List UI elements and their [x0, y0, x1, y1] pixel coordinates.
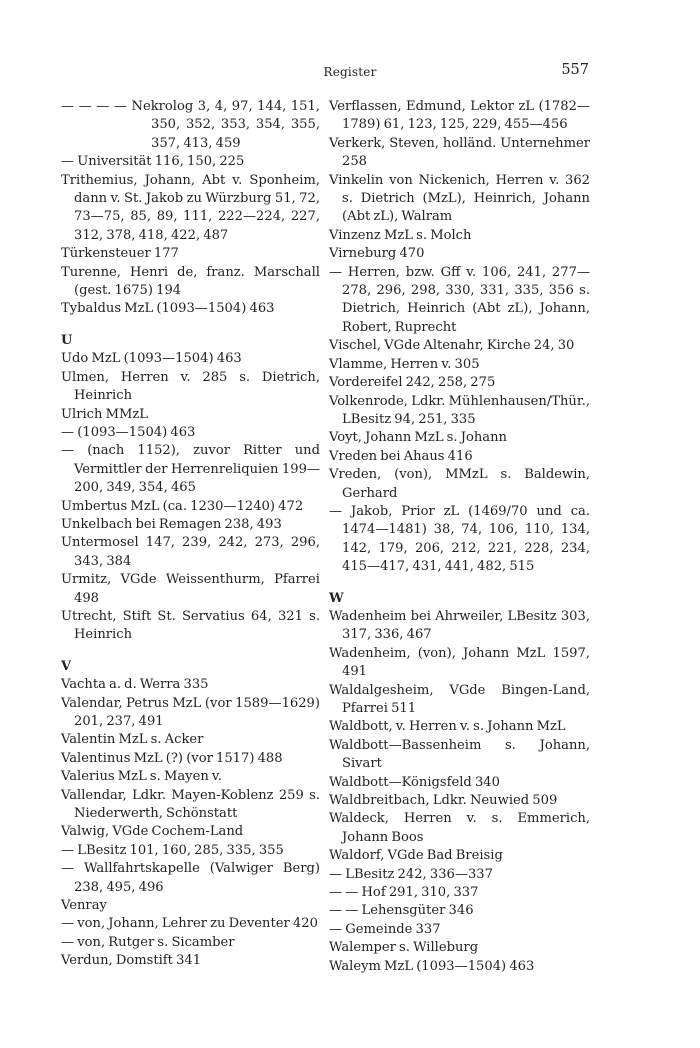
index-entry: — (1093—1504) 463: [61, 424, 196, 440]
index-entry: Waldorf, VGde Bad Breisig: [329, 848, 503, 864]
index-entry: Verkerk, Steven, holländ. Unternehmer 258: [329, 135, 590, 170]
index-entry: Umbertus MzL (ca. 1230—1240) 472: [61, 498, 304, 514]
index-entry: — LBesitz 242, 336—337: [329, 866, 493, 882]
index-entry: Vordereifel 242, 258, 275: [329, 375, 496, 391]
index-entry: Waldalgesheim, VGde Bingen-Land, Pfarrei 511: [329, 682, 590, 716]
index-entry: Volkenrode, Ldkr. Mühlenhausen/Thür., LBesitz 94, 251, 335: [329, 393, 590, 427]
index-entry: — — Lehensgüter 346: [329, 903, 474, 919]
index-entry: Waldeck, Herren v. s. Emmerich, Johann Boos: [329, 811, 590, 845]
index-entry: Ulmen, Herren v. 285 s. Dietrich, Heinrich: [61, 369, 320, 404]
section-letter: V: [61, 658, 72, 674]
index-entry: Vallendar, Ldkr. Mayen-Koblenz 259 s. Niederwerth, Schönstatt: [61, 787, 320, 822]
index-entry: Vinzenz MzL s. Molch: [329, 227, 472, 243]
index-entry: Virneburg 470: [329, 246, 425, 262]
index-entry: Utrecht, Stift St. Servatius 64, 321 s. Heinrich: [61, 608, 320, 643]
index-entry: Waldbott—Königsfeld 340: [329, 774, 500, 790]
page-number: 557: [561, 62, 589, 78]
index-entry: — Universität 116, 150, 225: [61, 154, 245, 170]
index-entry: Unkelbach bei Remagen 238, 493: [61, 516, 282, 532]
index-entry: Vreden, (von), MMzL s. Baldewin, Gerhard: [329, 467, 590, 501]
index-entry: — von, Johann, Lehrer zu Deventer 420: [61, 916, 318, 932]
index-entry: Verdun, Domstift 341: [61, 953, 202, 969]
index-entry: Wadenheim, (von), Johann MzL 1597, 491: [329, 645, 590, 680]
index-entry: Waldbott, v. Herren v. s. Johann MzL: [329, 719, 566, 735]
section-letter: U: [61, 332, 73, 348]
index-entry: Urmitz, VGde Weissenthurm, Pfarrei 498: [61, 572, 320, 606]
index-entry: Waldbreitbach, Ldkr. Neuwied 509: [329, 793, 558, 809]
index-entry: Valerius MzL s. Mayen v.: [61, 769, 222, 785]
index-entry: Wadenheim bei Ahrweiler, LBesitz 303, 317, 336, 467: [329, 608, 590, 643]
index-entry: — von, Rutger s. Sicamber: [61, 934, 235, 950]
index-entry: — LBesitz 101, 160, 285, 335, 355: [61, 842, 284, 858]
index-entry: Venray: [61, 898, 107, 914]
index-entry: Turenne, Henri de, franz. Marschall (gest. 1675) 194: [61, 264, 320, 299]
index-entry: Valendar, Petrus MzL (vor 1589—1629) 201, 237, 491: [61, 695, 320, 729]
index-column-left: [61, 98, 320, 971]
index-entry: Ulrich MMzL: [61, 406, 149, 422]
index-entry: Türkensteuer 177: [61, 246, 179, 262]
index-entry: Vreden bei Ahaus 416: [329, 448, 473, 464]
index-entry: — (nach 1152), zuvor Ritter und Vermittler der Herrenreliquien 199—200, 349, 354, 465: [61, 443, 320, 496]
index-entry: Trithemius, Johann, Abt v. Sponheim, dann v. St. Jakob zu Würzburg 51, 72, 73—75, 85, 89, 111, 222—224, 227, 312, 378, 418, 422, 487: [61, 172, 320, 243]
index-entry: Waldbott—Bassenheim s. Johann, Sivart: [329, 737, 590, 772]
index-entry: Valentin MzL s. Acker: [61, 732, 204, 748]
index-entry: Tybaldus MzL (1093—1504) 463: [61, 301, 275, 317]
index-entry: Verflassen, Edmund, Lektor zL (1782—1789) 61, 123, 125, 229, 455—456: [329, 99, 590, 133]
index-entry: Udo MzL (1093—1504) 463: [61, 351, 242, 367]
index-entry: — Jakob, Prior zL (1469/70 und ca. 1474—1481) 38, 74, 106, 110, 134, 142, 179, 206, 212, 221, 228, 234, 415—417, 431, 441, 482, 515: [329, 503, 590, 575]
index-entry: — — — — Nekrolog 3, 4, 97, 144, 151, 350, 352, 353, 354, 355, 357, 413, 459: [61, 99, 320, 151]
index-entry: Untermosel 147, 239, 242, 273, 296, 343, 384: [61, 535, 320, 569]
index-entry: — Herren, bzw. Gff v. 106, 241, 277—278, 296, 298, 330, 331, 335, 356 s. Dietrich, Heinrich (Abt zL), Johann, Robert, Ruprecht: [329, 264, 590, 335]
index-entry: Waleym MzL (1093—1504) 463: [329, 958, 535, 974]
index-column-right: [329, 98, 590, 976]
index-entry: — Gemeinde 337: [329, 921, 441, 937]
index-entry: Vachta a. d. Werra 335: [61, 677, 209, 693]
index-entry: — Wallfahrtskapelle (Valwiger Berg) 238, 495, 496: [61, 861, 320, 895]
index-entry: — — Hof 291, 310, 337: [329, 885, 479, 901]
running-title: Register: [323, 65, 377, 79]
index-entry: Valentinus MzL (?) (vor 1517) 488: [61, 750, 283, 766]
index-entry: Voyt, Johann MzL s. Johann: [329, 430, 507, 446]
index-entry: Vinkelin von Nickenich, Herren v. 362 s. Dietrich (MzL), Heinrich, Johann (Abt zL), Walram: [329, 172, 590, 225]
index-entry: Vischel, VGde Altenahr, Kirche 24, 30: [329, 338, 575, 354]
index-entry: Valwig, VGde Cochem-Land: [61, 824, 244, 840]
section-letter: W: [329, 590, 344, 606]
index-entry: Vlamme, Herren v. 305: [329, 356, 480, 372]
index-entry: Walemper s. Willeburg: [329, 940, 479, 956]
